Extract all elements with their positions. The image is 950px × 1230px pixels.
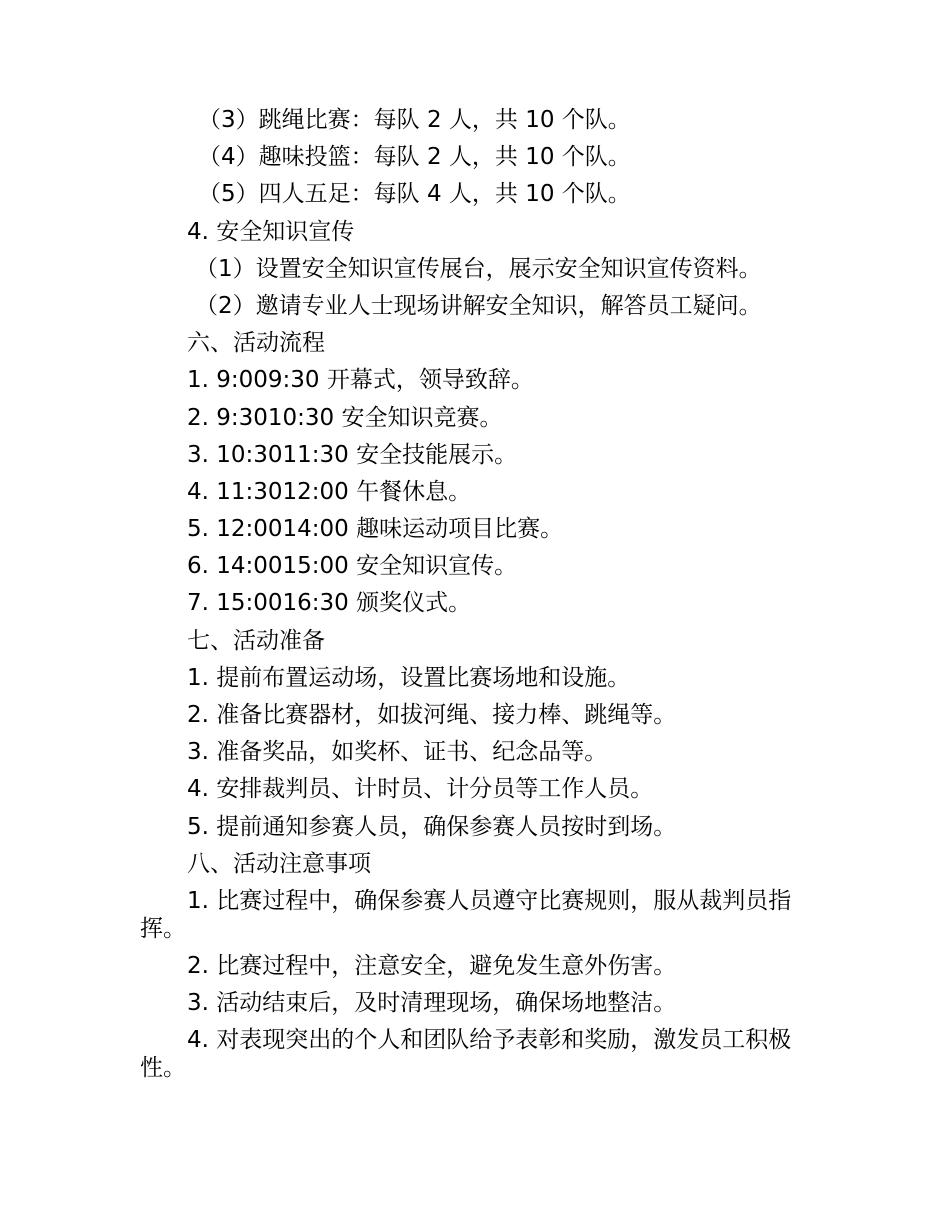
list-item: 4. 对表现突出的个人和团队给予表彰和奖励，激发员工积极性。 (140, 1027, 792, 1082)
list-item: 5. 12:0014:00 趣味运动项目比赛。 (187, 516, 564, 543)
list-item: 3. 10:3011:30 安全技能展示。 (187, 441, 518, 468)
list-item-jump-rope: （3）跳绳比赛：每队 2 人，共 10 个队。 (198, 107, 631, 133)
list-item: 3. 准备奖品，如奖杯、证书、纪念品等。 (187, 739, 608, 766)
list-item: 5. 提前通知参赛人员，确保参赛人员按时到场。 (187, 813, 677, 840)
section-heading-activity-preparation: 七、活动准备 (187, 627, 325, 654)
section-heading-precautions: 八、活动注意事项 (187, 850, 371, 877)
document-body (140, 102, 820, 1087)
list-item: 7. 15:0016:30 颁奖仪式。 (187, 590, 472, 617)
list-item: 1. 比赛过程中，确保参赛人员遵守比赛规则，服从裁判员指挥。 (140, 887, 792, 942)
list-item: 2. 9:3010:30 安全知识竞赛。 (187, 404, 503, 431)
list-item: 4. 安排裁判员、计时员、计分员等工作人员。 (187, 776, 654, 803)
list-item: 1. 提前布置运动场，设置比赛场地和设施。 (187, 664, 631, 691)
list-item-expert-explanation: （2）邀请专业人士现场讲解安全知识，解答员工疑问。 (195, 292, 762, 319)
list-item: 1. 9:009:30 开幕式，领导致辞。 (187, 367, 534, 394)
list-item-exhibition-booth: （1）设置安全知识宣传展台，展示安全知识宣传资料。 (195, 255, 762, 282)
list-item: 4. 11:3012:00 午餐休息。 (187, 478, 472, 505)
list-item: 3. 活动结束后，及时清理现场，确保场地整洁。 (187, 990, 677, 1017)
list-item: 2. 比赛过程中，注意安全，避免发生意外伤害。 (187, 952, 677, 979)
item-safety-publicity-title: 4. 安全知识宣传 (187, 218, 355, 245)
section-heading-activity-flow: 六、活动流程 (187, 330, 325, 357)
list-item: 2. 准备比赛器材，如拔河绳、接力棒、跳绳等。 (187, 702, 677, 728)
list-item-basketball: （4）趣味投篮：每队 2 人，共 10 个队。 (198, 144, 631, 171)
list-item-five-legs: （5）四人五足：每队 4 人，共 10 个队。 (198, 181, 631, 208)
list-item: 6. 14:0015:00 安全知识宣传。 (187, 553, 518, 580)
